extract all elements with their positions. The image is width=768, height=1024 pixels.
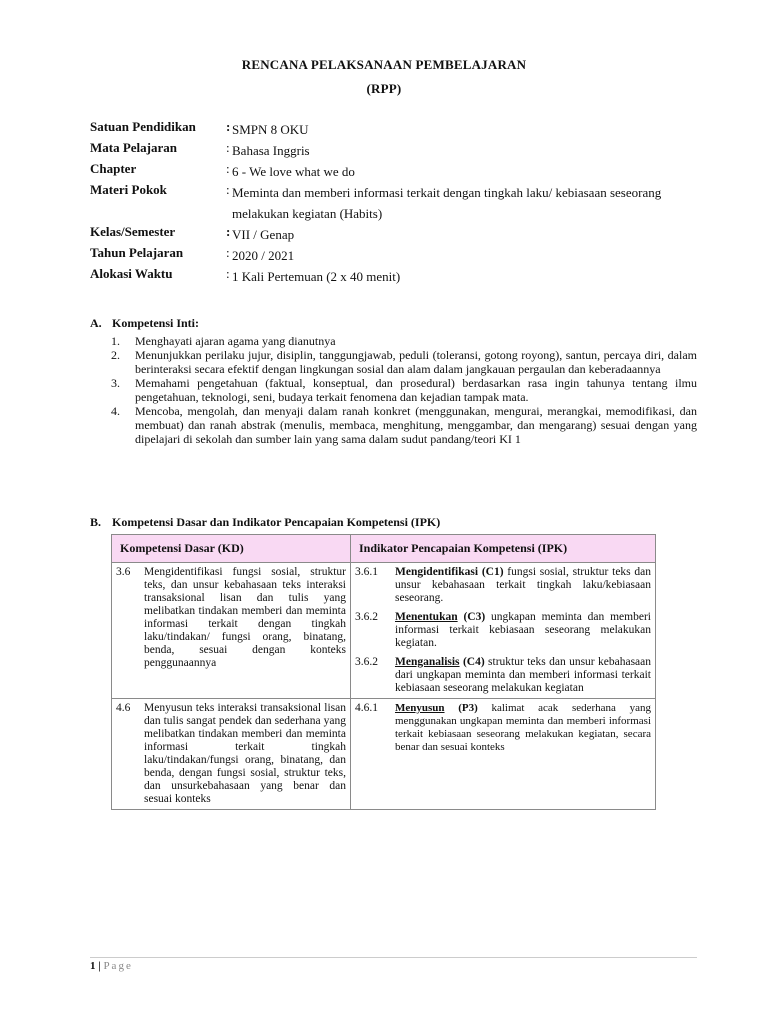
meta-label: Alokasi Waktu [90,266,173,281]
table-header-ipk: Indikator Pencapaian Kompetensi (IPK) [351,535,656,563]
ipk-verb: Menentukan [395,611,458,623]
ipk-verb: Menyusun [395,702,445,714]
meta-colon: : [226,224,231,239]
meta-colon: : [226,140,230,155]
ipk-item [355,566,651,605]
list-item-number: 3. [111,376,120,390]
ipk-item [355,656,651,695]
meta-value: SMPN 8 OKU [232,122,309,137]
list-item-text: Menghayati ajaran agama yang dianutnya [135,334,336,348]
list-item-number: 4. [111,404,120,418]
meta-value: 6 - We love what we do [232,164,355,179]
kd-cell [112,563,351,699]
meta-label: Tahun Pelajaran [90,245,184,260]
meta-label: Mata Pelajaran [90,140,178,155]
kd-text: Mengidentifikasi fungsi sosial, struktur teks, dan unsur kebahasaan teks interaksi transaksional lisan dan tulis yang melibatkan tindakan memberi dan meminta informasi terkait dengan tingkah laku/tindakan/ fungsi orang, binatang, benda, sesuai dengan konteks penggunaannya [144,566,346,669]
ipk-description: struktur teks dan unsur kebahasaan dari ungkapan meminta dan memberi informasi terkait kebiasaan seseorang melakukan kegiatan [395,656,652,694]
list-item-number: 1. [111,334,120,348]
ipk-code: (C4) [462,656,485,668]
meta-label: Kelas/Semester [90,224,176,239]
table-row [112,563,656,699]
meta-value: Meminta dan memberi informasi terkait dengan tingkah laku/ kebiasaan seseorang melakukan kegiatan (Habits) [232,185,662,221]
meta-value: VII / Genap [232,227,295,242]
ipk-number: 3.6.2 [355,656,378,668]
document-subtitle: (RPP) [366,81,402,96]
meta-label: Materi Pokok [90,182,167,197]
section-b-heading [90,515,440,530]
ipk-number: 3.6.1 [355,566,378,578]
kd-ipk-table [111,534,656,810]
section-title: Kompetensi Dasar dan Indikator Pencapaian Kompetensi (IPK) [112,515,441,529]
kd-number: 4.6 [116,702,131,714]
list-item-text: Menunjukkan perilaku jujur, disiplin, tanggungjawab, peduli (toleransi, gotong royong), santun, percaya diri, dalam berinteraksi secara efektif dengan lingkungan sosial dan alam dalam jangkauan pergaulan dan keberadaannya [135,348,697,376]
kd-cell [112,699,351,810]
ipk-verb: Mengidentifikasi [395,566,479,578]
kd-text: Menyusun teks interaksi transaksional lisan dan tulis sangat pendek dan sederhana yang melibatkan tindakan memberi dan meminta informasi terkait tingkah laku/tindakan/fungsi orang, binatang, dan benda, dengan fungsi sosial, struktur teks, dan unsurkebahasaan yang benar dan sesuai konteks [144,702,346,805]
page-label: Page [103,960,133,972]
meta-colon: : [226,266,230,281]
footer-divider [90,957,697,958]
meta-label: Chapter [90,161,137,176]
meta-value: 2020 / 2021 [232,248,295,263]
section-title: Kompetensi Inti: [112,316,199,330]
ipk-description: ungkapan meminta dan memberi informasi terkait kebiasaan seseorang melakukan kegiatan. [395,611,651,649]
section-a-heading [90,316,199,331]
ipk-number: 3.6.2 [355,611,378,623]
footer-separator: | [98,960,101,972]
list-item-number: 2. [111,348,120,362]
list-item-text: Mencoba, mengolah, dan menyaji dalam ranah konkret (menggunakan, mengurai, merangkai, memodifikasi, dan membuat) dan ranah abstrak (menulis, membaca, menghitung, menggambar, dan mengarang) sesuai dengan yang dipelajari di sekolah dan sumber lain yang sama dalam sudut pandang/teori KI 1 [135,404,697,446]
ipk-description: kalimat acak sederhana yang menggunakan ungkapan meminta dan memberi informasi terkait kebiasaan seseorang melakukan kegiatan, secara benar dan sesuai konteks [395,702,651,753]
list-item [111,334,697,348]
meta-row-satuan-pendidikan [90,119,700,140]
ipk-code: (C1) [481,566,504,578]
page-footer [90,960,133,972]
table-header-row [112,535,656,563]
page-number: 1 [90,960,96,972]
ipk-item [355,702,651,754]
meta-label: Satuan Pendidikan [90,119,196,134]
meta-value: Bahasa Inggris [232,143,310,158]
ipk-code: (C3) [463,611,486,623]
section-letter: A. [90,316,102,330]
meta-colon: : [226,245,230,260]
ipk-cell [351,563,656,699]
list-item [111,404,697,446]
kompetensi-inti-list [111,334,697,446]
ipk-number: 4.6.1 [355,702,378,714]
table-header-kd: Kompetensi Dasar (KD) [112,535,351,563]
section-letter: B. [90,515,102,529]
kd-number: 3.6 [116,566,131,578]
meta-colon: : [226,182,230,197]
list-item [111,376,697,404]
meta-colon: : [226,161,230,176]
list-item [111,348,697,376]
ipk-cell [351,699,656,810]
list-item-text: Memahami pengetahuan (faktual, konseptual, dan prosedural) berdasarkan rasa ingin tahunya tentang ilmu pengetahuan, teknologi, seni, budaya terkait fenomena dan kejadian tampak mata. [135,376,697,404]
meta-value: 1 Kali Pertemuan (2 x 40 menit) [232,269,401,284]
ipk-description: fungsi sosial, struktur teks dan unsur kebahasaan terkait tingkah laku/kebiasaan seseorang. [395,566,651,604]
ipk-code: (P3) [458,702,478,714]
table-row [112,699,656,810]
meta-colon: : [226,119,231,134]
document-title: RENCANA PELAKSANAAN PEMBELAJARAN [241,57,527,72]
ipk-item [355,611,651,650]
ipk-verb: Menganalisis [395,656,460,668]
